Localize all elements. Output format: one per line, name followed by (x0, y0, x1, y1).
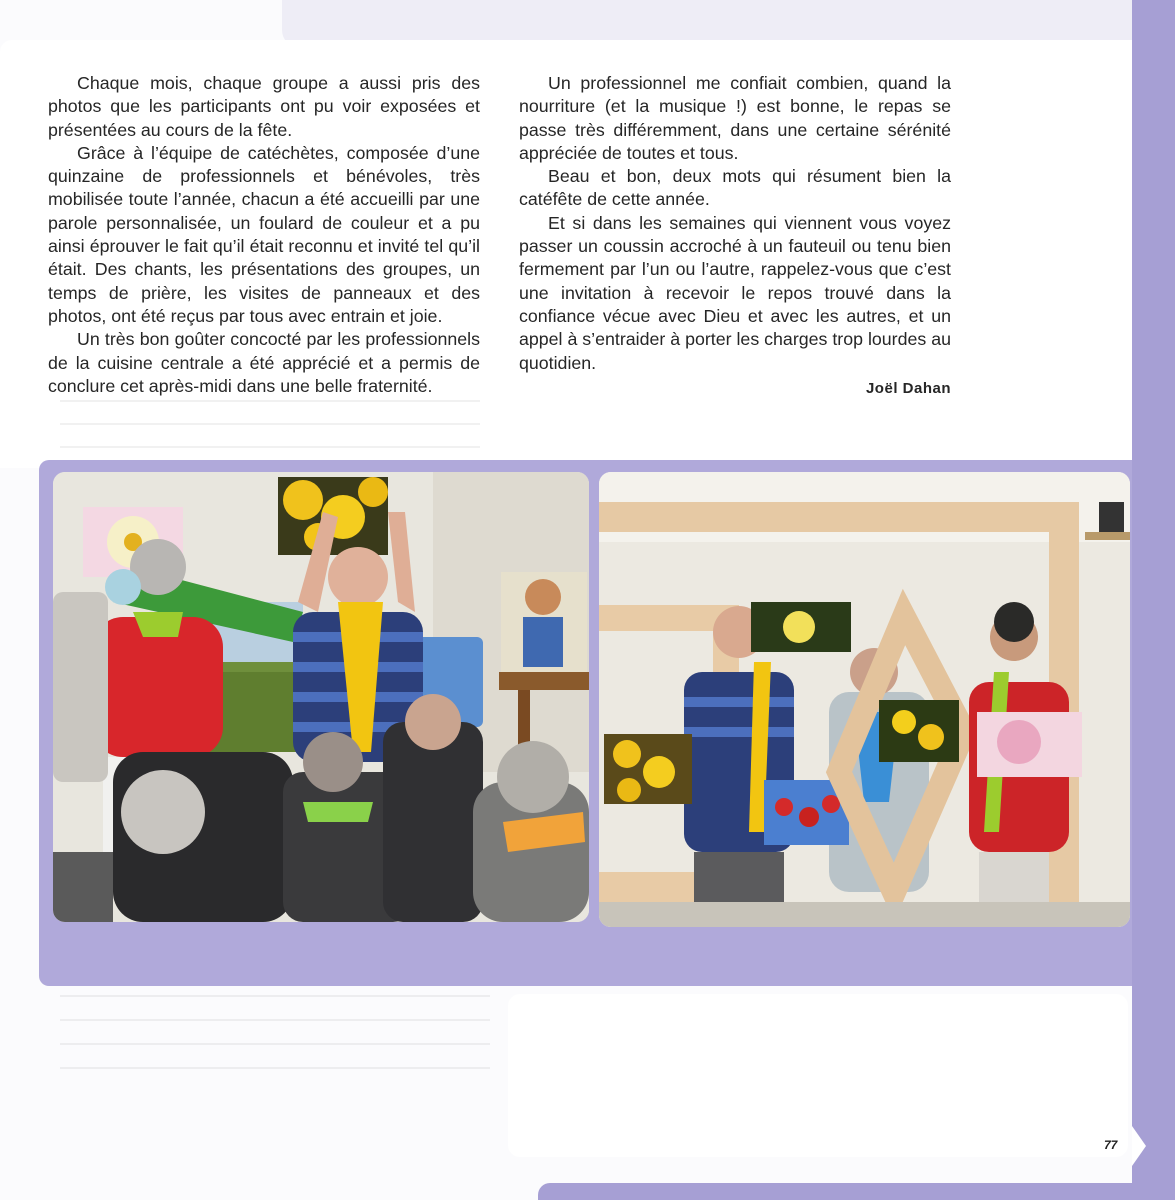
paragraph: Un professionnel me confiait combien, quand la nourriture (et la musique !) est bonne, le repas se passe très différemment, dans une certaine sérénité appréciée de toutes et tous. (519, 73, 951, 163)
paragraph: Beau et bon, deux mots qui résument bien la catéfête de cette année. (519, 166, 951, 210)
bottom-panel (508, 994, 1128, 1157)
paragraph: Et si dans les semaines qui viennent vous voyez passer un coussin accroché à un fauteuil ou tenu bien fermement par l’un ou l’autre, rappelez-vous que c’est une invitation à recevoir le repos trouvé dans la confiance vécue avec Dieu et avec les autres, et un appel à s’entraider à porter les charges trop lourdes au quotidien. (519, 212, 951, 373)
photo-illustration-left (53, 472, 589, 922)
author-signature: Joël Dahan (865, 379, 951, 397)
paragraph: Chaque mois, chaque groupe a aussi pris des photos que les participants ont pu voir exposées et présentées au cours de la fête. (48, 73, 480, 140)
page-number: 77 (1104, 1138, 1118, 1152)
photo-wooden-frames (599, 472, 1130, 927)
article-right-column (519, 72, 951, 400)
bleed-through-text (60, 400, 480, 460)
photo-celebration-audience (53, 472, 589, 922)
right-decor-band (1132, 0, 1175, 1200)
paragraph: Grâce à l’équipe de catéchètes, composée d’une quinzaine de professionnels et bénévoles, très mobilisée toute l’année, chacun a été accueilli par une parole personnalisée, un foulard de couleur et a pu ainsi éprouver le fait qu’il était reconnu et invité tel qu’il était. Des chants, les présentations des groupes, un temps de prière, les visites de panneaux et des photos, ont été reçus par tous avec entrain et joie. (48, 142, 480, 326)
bleed-through-lower-text (60, 995, 490, 1075)
article-left-column (48, 72, 480, 398)
photo-illustration-right (599, 472, 1130, 927)
bottom-decor-band (538, 1183, 1138, 1200)
paragraph: Un très bon goûter concocté par les professionnels de la cuisine centrale a été apprécié et a permis de conclure cet après-midi dans une belle fraternité. (48, 329, 480, 396)
